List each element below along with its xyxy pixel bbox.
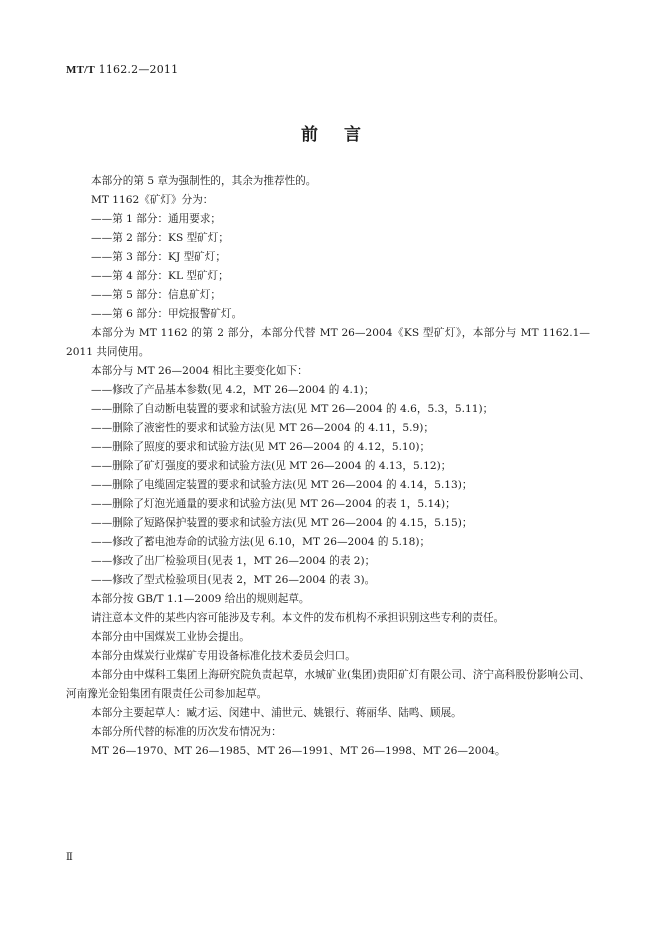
standard-prefix: MT/T [66, 64, 95, 76]
list-item: ——删除了液密性的要求和试验方法(见 MT 26—2004 的 4.11，5.9)； [91, 422, 434, 434]
paragraph: MT 26—1970、MT 26—1985、MT 26—1991、MT 26—1998、MT 26—2004。 [91, 745, 506, 757]
paragraph: MT 1162《矿灯》分为： [91, 194, 214, 206]
standard-number: 1162.2—2011 [98, 63, 179, 76]
foreword-body [66, 172, 590, 761]
paragraph: 本部分由中煤科工集团上海研究院负责起草，水城矿业(集团)贵阳矿灯有限公司、济宁高科股份影响公司、河南豫光金铅集团有限责任公司参加起草。 [66, 669, 590, 700]
list-item: ——第 5 部分：信息矿灯； [91, 289, 222, 301]
list-item: ——第 2 部分：KS 型矿灯； [91, 232, 229, 244]
list-item: ——删除了短路保护装置的要求和试验方法(见 MT 26—2004 的 4.15，5.15)； [91, 517, 473, 529]
list-item: ——删除了矿灯强度的要求和试验方法(见 MT 26—2004 的 4.13，5.12)； [91, 460, 452, 472]
page-number: Ⅱ [66, 852, 73, 863]
list-item: ——修改了产品基本参数(见 4.2，MT 26—2004 的 4.1)； [91, 384, 375, 396]
list-item: ——第 4 部分：KL 型矿灯； [91, 270, 229, 282]
list-item: ——删除了灯泡光通量的要求和试验方法(见 MT 26—2004 的表 1，5.14)； [91, 498, 456, 510]
list-item: ——修改了出厂检验项目(见表 1，MT 26—2004 的表 2)； [91, 555, 376, 567]
paragraph: 请注意本文件的某些内容可能涉及专利。本文件的发布机构不承担识别这些专利的责任。 [91, 612, 505, 624]
list-item: ——第 6 部分：甲烷报警矿灯。 [91, 308, 243, 320]
list-item: ——修改了蓄电池寿命的试验方法(见 6.10，MT 26—2004 的 5.18)； [91, 536, 431, 548]
paragraph: 本部分的第 5 章为强制性的，其余为推荐性的。 [91, 175, 317, 187]
paragraph: 本部分由中国煤炭工业协会提出。 [91, 631, 250, 643]
list-item: ——第 1 部分：通用要求； [91, 213, 222, 225]
paragraph: 本部分由煤炭行业煤矿专用设备标准化技术委员会归口。 [91, 650, 356, 662]
paragraph: 本部分主要起草人：臧才运、闵建中、浦世元、姚银行、蒋丽华、陆鸣、顾展。 [91, 707, 462, 719]
list-item: ——第 3 部分：KJ 型矿灯； [91, 251, 226, 263]
document-code [66, 63, 178, 76]
list-item: ——删除了自动断电装置的要求和试验方法(见 MT 26—2004 的 4.6，5.3，5.11)； [91, 403, 494, 415]
paragraph: 本部分所代替的标准的历次发布情况为： [91, 726, 282, 738]
list-item: ——修改了型式检验项目(见表 2，MT 26—2004 的表 3)。 [91, 574, 376, 586]
list-item: ——删除了电缆固定装置的要求和试验方法(见 MT 26—2004 的 4.14，5.13)； [91, 479, 473, 491]
paragraph: 本部分按 GB/T 1.1—2009 给出的规则起草。 [91, 593, 310, 605]
paragraph: 本部分为 MT 1162 的第 2 部分，本部分代替 MT 26—2004《KS 型矿灯》，本部分与 MT 1162.1—2011 共同使用。 [66, 327, 590, 358]
paragraph: 本部分与 MT 26—2004 相比主要变化如下： [91, 365, 308, 377]
list-item: ——删除了照度的要求和试验方法(见 MT 26—2004 的 4.12，5.10)； [91, 441, 431, 453]
page-title: 前言 [301, 125, 387, 145]
